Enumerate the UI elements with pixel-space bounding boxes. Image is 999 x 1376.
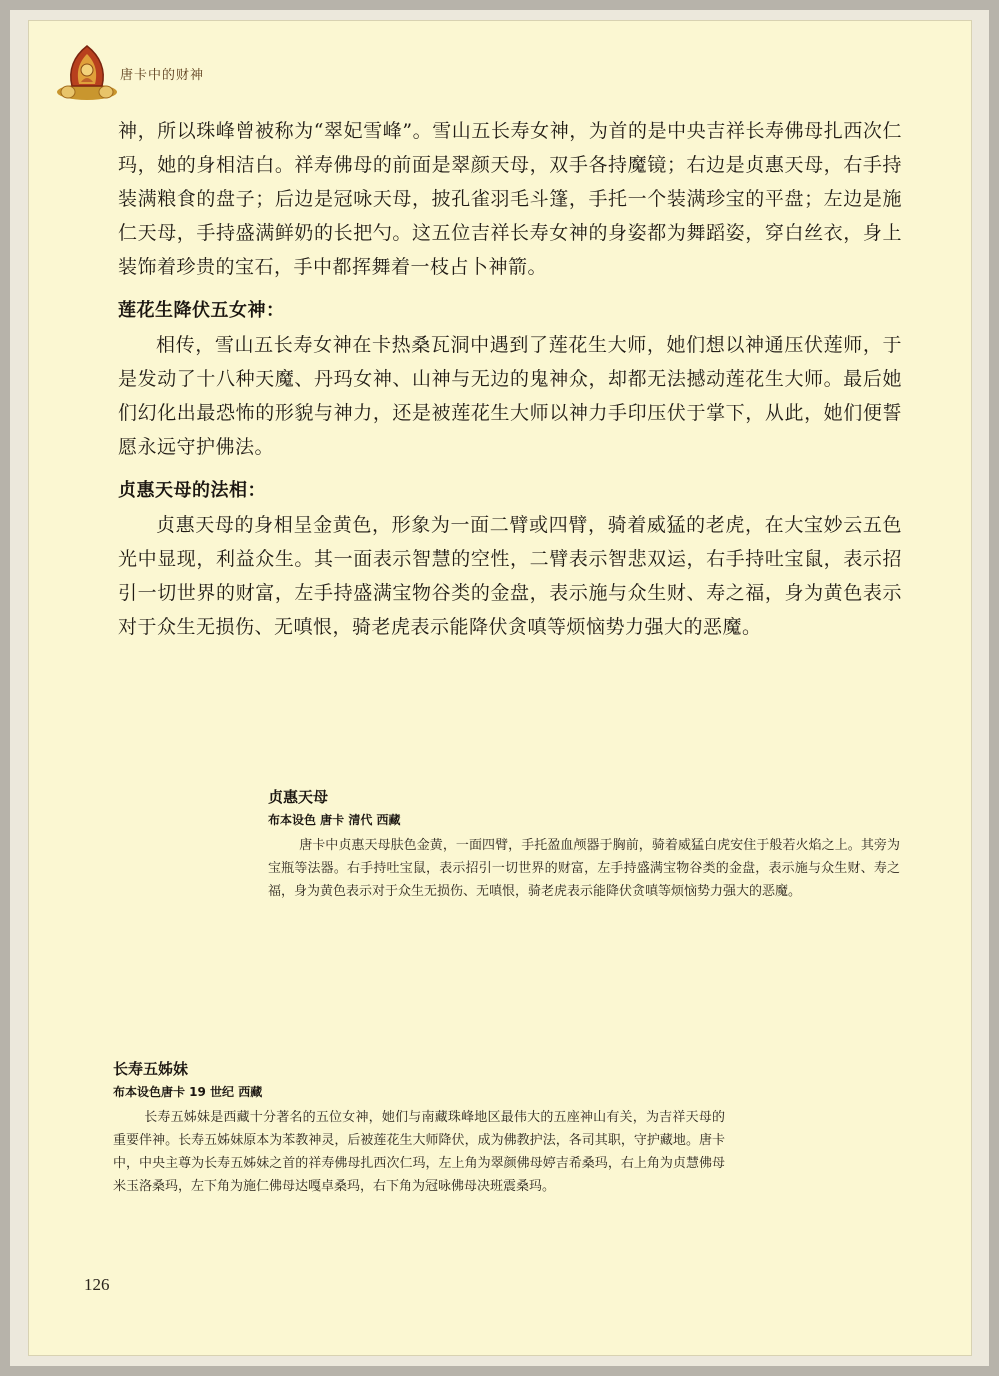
figure-caption [113, 1058, 725, 1198]
body-text [118, 114, 902, 644]
paragraph: 神，所以珠峰曾被称为“翠妃雪峰”。雪山五长寿女神，为首的是中央吉祥长寿佛母扎西次仁玛，她的身相洁白。祥寿佛母的前面是翠颜天母，双手各持魔镜；右边是贞惠天母，右手持装满粮食的盘子；后边是冠咏天母，披孔雀羽毛斗篷，手托一个装满珍宝的平盘；左边是施仁天母，手持盛满鲜奶的长把勺。这五位吉祥长寿女神的身姿都为舞蹈姿，穿白丝衣，身上装饰着珍贵的宝石，手中都挥舞着一枝占卜神箭。 [118, 120, 902, 278]
paragraph: 相传，雪山五长寿女神在卡热桑瓦洞中遇到了莲花生大师，她们想以神通压伏莲师，于是发动了十八种天魔、丹玛女神、山神与无边的鬼神众，却都无法撼动莲花生大师。最后她们幻化出最恐怖的形貌与神力，还是被莲花生大师以神力手印压伏于掌下，从此，她们便誓愿永远守护佛法。 [118, 334, 902, 458]
page-number: 126 [84, 1275, 110, 1294]
section-heading: 贞惠天母的法相： [118, 480, 266, 501]
caption-text: 长寿五姊妹是西藏十分著名的五位女神，她们与南藏珠峰地区最伟大的五座神山有关，为吉祥天母的重要伴神。长寿五姊妹原本为苯教神灵，后被莲花生大师降伏，成为佛教护法，各司其职，守护藏地。唐卡中，中央主尊为长寿五姊妹之首的祥寿佛母扎西次仁玛，左上角为翠颜佛母婷吉希桑玛，右上角为贞慧佛母米玉洛桑玛，左下角为施仁佛母达嘎卓桑玛，右下角为冠咏佛母决班震桑玛。 [113, 1110, 725, 1194]
paragraph: 贞惠天母的身相呈金黄色，形象为一面二臂或四臂，骑着威猛的老虎，在大宝妙云五色光中显现，利益众生。其一面表示智慧的空性，二臂表示智悲双运，右手持吐宝鼠，表示招引一切世界的财富，左手持盛满宝物谷类的金盘，表示施与众生财、寿之福，身为黄色表示对于众生无损伤、无嗔恨，骑老虎表示能降伏贪嗔等烦恼势力强大的恶魔。 [118, 514, 902, 638]
caption-meta: 布本设色唐卡 19 世纪 西藏 [113, 1085, 263, 1099]
figure-caption [268, 786, 900, 903]
caption-text: 唐卡中贞惠天母肤色金黄，一面四臂，手托盈血颅器于胸前，骑着威猛白虎安住于般若火焰之上。其旁为宝瓶等法器。右手持吐宝鼠，表示招引一切世界的财富，左手持盛满宝物谷类的金盘，表示施与众生财、寿之福，身为黄色表示对于众生无损伤、无嗔恨，骑老虎表示能降伏贪嗔等烦恼势力强大的恶魔。 [268, 838, 900, 899]
caption-title: 长寿五姊妹 [113, 1060, 189, 1078]
running-header: 唐卡中的财神 [120, 68, 205, 83]
section-heading: 莲花生降伏五女神： [118, 300, 285, 321]
caption-title: 贞惠天母 [268, 788, 329, 806]
golden-buddha-emblem-icon [54, 42, 120, 102]
caption-meta: 布本设色 唐卡 清代 西藏 [268, 813, 401, 827]
